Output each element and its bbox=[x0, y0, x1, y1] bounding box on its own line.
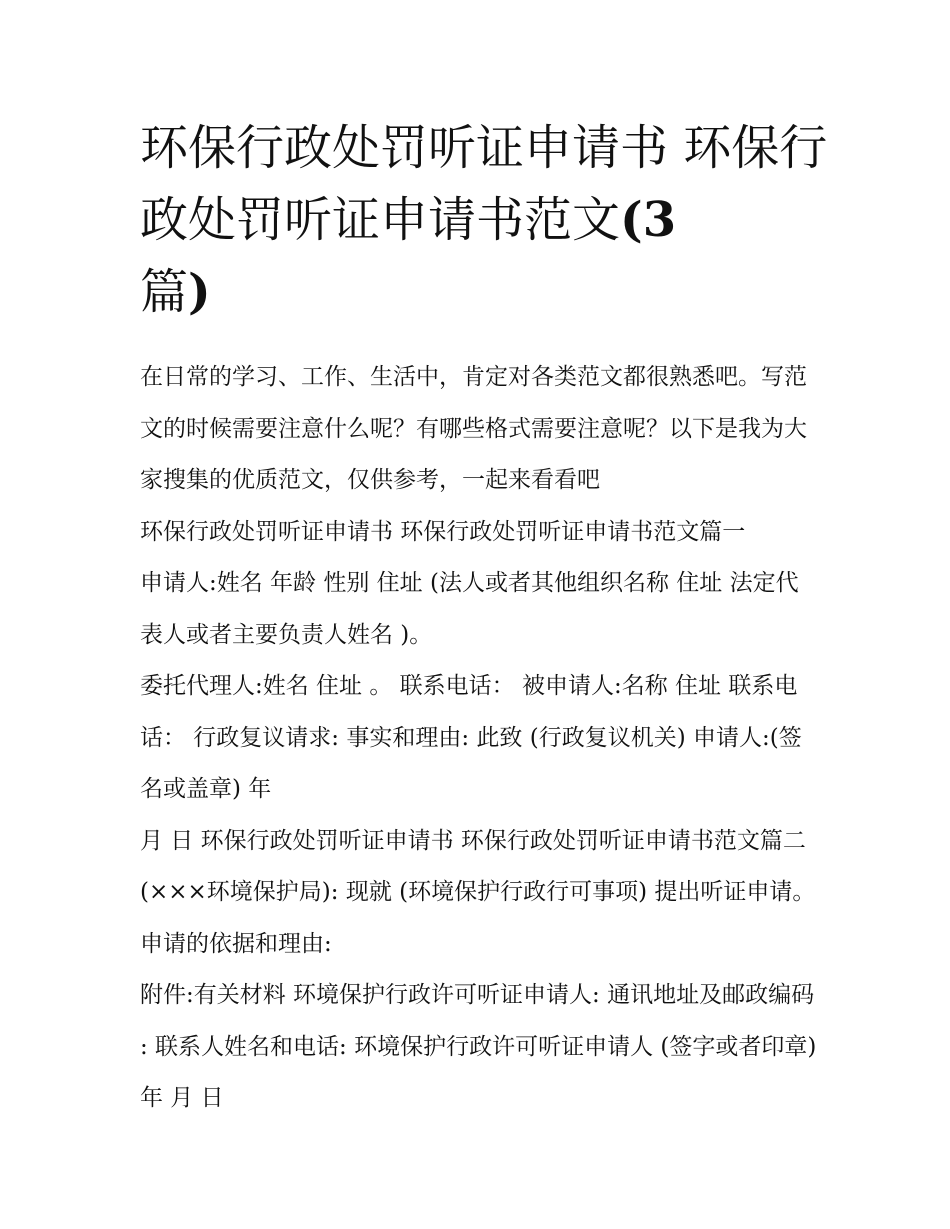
section-two-paragraph: 月 日 环保行政处罚听证申请书 环保行政处罚听证申请书范文篇二 (×××环境保护局): 现就 (环境保护行政行可事项) 提出听证申请。 申请的依据和理由: bbox=[140, 827, 816, 957]
document-body bbox=[140, 352, 820, 1125]
title-text: 环保行政处罚听证申请书 环保行政处罚听证申请书范文 bbox=[140, 120, 828, 248]
title-count-unit: 篇 bbox=[140, 264, 189, 320]
title-count-open: (3 bbox=[620, 192, 677, 248]
agent-paragraph: 委托代理人:姓名 住址 。 联系电话： 被申请人:名称 住址 联系电话： 行政复议请求: 事实和理由: 此致 (行政复议机关) 申请人:(签名或盖章) 年 bbox=[140, 673, 802, 802]
document-title bbox=[140, 112, 830, 328]
intro-paragraph: 在日常的学习、工作、生活中，肯定对各类范文都很熟悉吧。写范文的时候需要注意什么呢？有哪些格式需要注意呢？以下是我为大家搜集的优质范文，仅供参考，一起来看看吧 bbox=[140, 364, 807, 493]
applicant-paragraph: 申请人:姓名 年龄 性别 住址 (法人或者其他组织名称 住址 法定代表人或者主要负责人姓名 )。 bbox=[140, 570, 799, 648]
attachment-paragraph: 附件:有关材料 环境保护行政许可听证申请人: 通讯地址及邮政编码 : 联系人姓名和电话: 环境保护行政许可听证申请人 (签字或者印章) 年 月 日 bbox=[140, 982, 817, 1111]
section-one-heading: 环保行政处罚听证申请书 环保行政处罚听证申请书范文篇一 bbox=[140, 518, 746, 545]
title-count-close: ) bbox=[188, 264, 211, 320]
